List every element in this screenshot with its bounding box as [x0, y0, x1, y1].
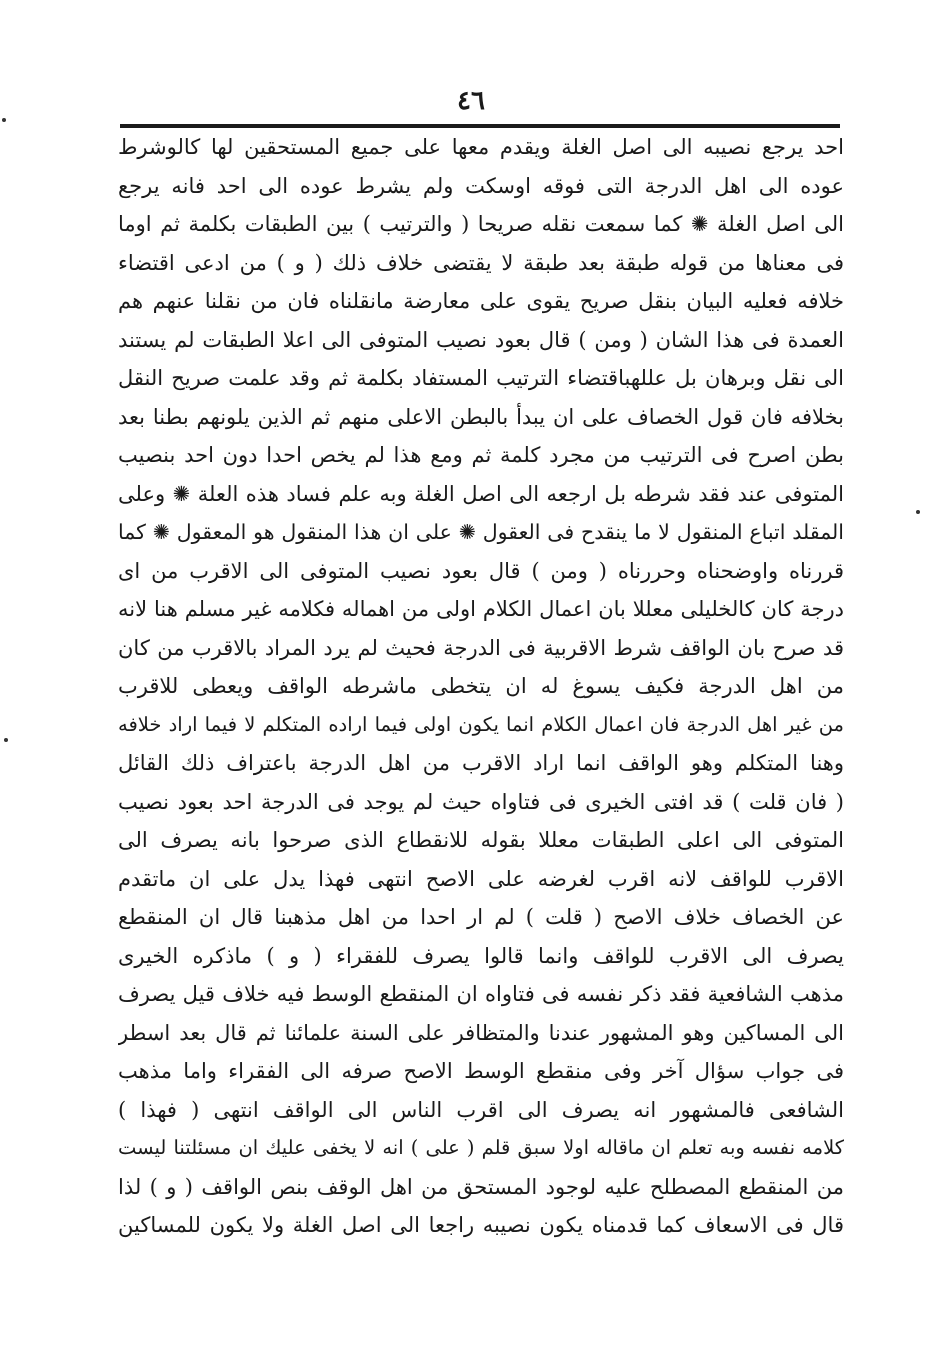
text-line: قررناه واوضحناه وحررناه ( ومن ) قال بعود نصيب المتوفى الى الاقرب من اى	[118, 558, 844, 583]
text-line: بخلافه فان قول الخصاف على ان يبدأ بالبطن الاعلى منهم ثم الذين يلونهم بطنا بعد	[118, 404, 844, 429]
text-body	[118, 128, 844, 1245]
text-line: قال فى الاسعاف كما قدمناه يكون نصيبه راجعا الى اصل الغلة ولا يكون للمساكين	[118, 1213, 844, 1237]
text-line: بطن اصرح فى الترتيب من مجرد كلمة ثم ومع هذا لم يخص احدا دون احد بنصيب	[118, 443, 844, 467]
text-line: ( فان قلت ) قد افتى الخيرى فى فتاواه حيث لم يوجد فى الدرجة احد بعود نصيب	[118, 789, 844, 814]
text-line: الى نقل وبرهان بل عللهباقتضاء الترتيب المستفاد بكلمة ثم وقد علمت صريح النقل	[118, 366, 844, 390]
text-line: وهنا المتكلم وهو الواقف انما اراد الاقرب من اهل الدرجة باعتراف ذلك القائل	[118, 751, 844, 775]
text-line: عوده الى اهل الدرجة التى فوقه اوسكت ولم يشرط عوده الى احد فانه يرجع	[118, 173, 844, 198]
text-line: احد يرجع نصيبه الى اصل الغلة ويقدم معها على جميع المستحقين لها كالوشرط	[118, 135, 844, 159]
text-line: الى المساكين وهو المشهور عندنا والمتظافر على السنة علمائنا ثم قال بعد اسطر	[118, 1020, 844, 1045]
text-line: المقلد اتباع المنقول لا ما ينقدح فى العقول ✺ على ان هذا المنقول هو المعقول ✺ كما	[118, 520, 844, 544]
text-line: خلافه فعليه البيان بنقل صريح يقوى على معارضة مانقلناه فان من نقلنا عنهم هم	[118, 289, 844, 313]
text-line: الاقرب للواقف لانه اقرب لغرضه على الاصح انتهى فهذا يدل على ان ماتقدم	[118, 866, 844, 891]
text-line: الشافعى فالمشهور انه يصرف الى اقرب الناس الى الواقف انتهى ( فهذا )	[118, 1097, 844, 1122]
text-line: قد صرح بان الواقف شرط الاقربية فى الدرجة فحيث لم يرد المراد بالاقرب من كان	[118, 635, 844, 660]
scan-speck	[4, 738, 8, 742]
text-line: كلامه نفسه وبه تعلم ان ماقاله اولا سبق قلم ( على ) انه لا يخفى عليك ان مسئلتنا ليست	[118, 1136, 844, 1159]
text-line: فى جواب سؤال آخر وفى منقطع الوسط الاصح صرفه الى الفقراء واما مذهب	[118, 1059, 844, 1083]
scan-speck	[916, 510, 920, 514]
scan-speck	[2, 118, 6, 122]
text-line: الى اصل الغلة ✺ كما سمعت نقله صريحا ( والترتيب ) بين الطبقات بكلمة ثم اوما	[118, 212, 844, 236]
text-line: المتوفى الى اعلى الطبقات معللا بقوله للانقطاع الذى صرحوا بانه يصرف الى	[118, 828, 844, 852]
text-line: عن الخصاف خلاف الاصح ( قلت ) لم ار احدا من اهل مذهبنا قال ان المنقطع	[118, 905, 844, 929]
text-line: درجة كان كالخليلى معللا بان اعمال الكلام اولى من اهماله فكلامه غير مسلم هنا لانه	[118, 597, 844, 621]
text-line: مذهب الشافعية فقد ذكر نفسه فى فتاواه ان المنقطع الوسط فيه خلاف قيل يصرف	[118, 982, 844, 1006]
text-line: يصرف الى الاقرب للواقف وانما قالوا يصرف للفقراء ( و ) ماذكره الخيرى	[118, 943, 844, 968]
text-line: من المنقطع المصطلح عليه لوجود المستحق من اهل الوقف بنص الواقف ( و ) لذا	[118, 1174, 844, 1199]
text-line: من اهل الدرجة فكيف يسوغ له ان يتخطى ماشرطه الواقف ويعطى للاقرب	[118, 674, 844, 698]
text-line: العمدة فى هذا الشان ( ومن ) قال بعود نصيب المتوفى الى اعلا الطبقات لم يستند	[118, 327, 844, 352]
text-line: من غير اهل الدرجة فان اعمال الكلام انما يكون اولى فيما اراده المتكلم لا فيما اراد خلافه	[118, 712, 844, 736]
text-line: المتوفى عند فقد شرطه بل ارجعه الى اصل الغلة وبه علم فساد هذه العلة ✺ وعلى	[118, 481, 844, 506]
page-number: ٤٦	[457, 86, 485, 116]
text-line: فى معناها من قوله طبقة بعد طبقة لا يقتضى خلاف ذلك ( و ) من ادعى اقتضاء	[118, 250, 844, 275]
